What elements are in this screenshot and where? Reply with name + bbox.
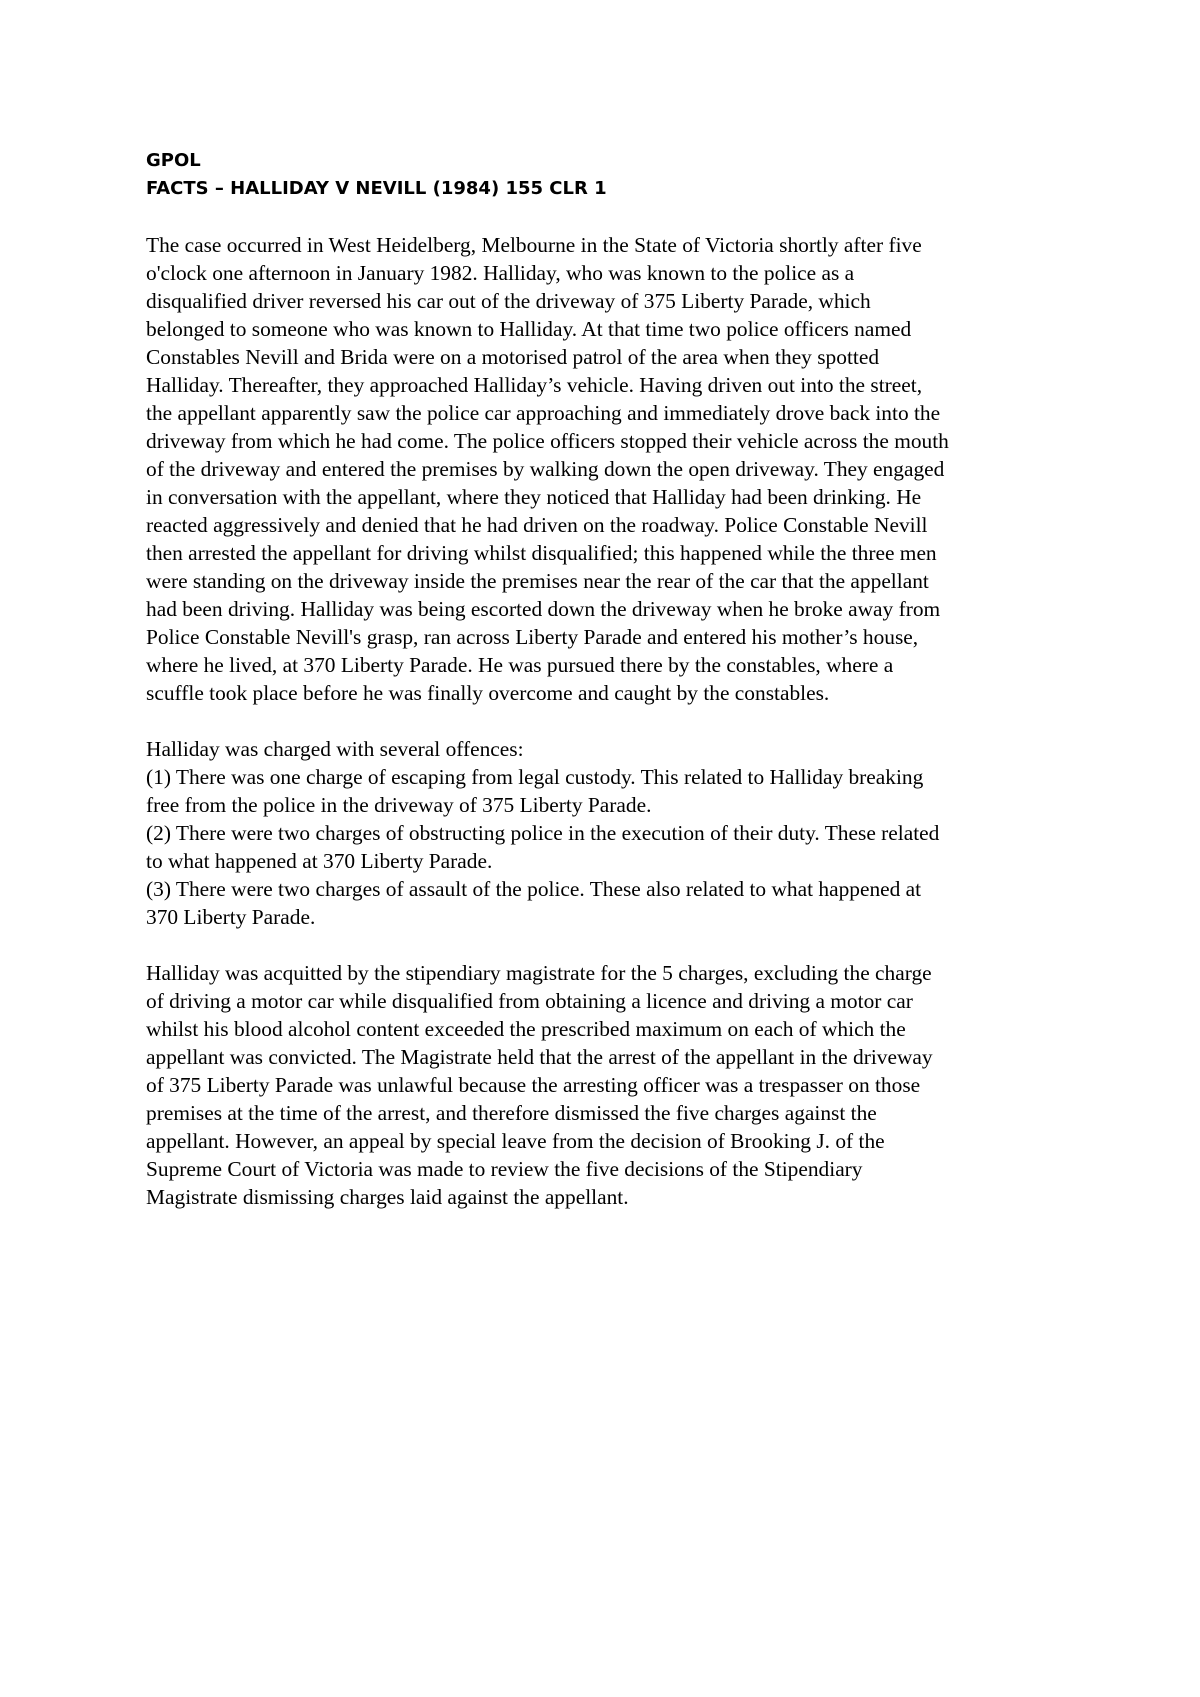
text-line: driveway from which he had come. The police officers stopped their vehicle across the mouth [146,429,949,453]
text-line: to what happened at 370 Liberty Parade. [146,849,493,873]
text-line: were standing on the driveway inside the premises near the rear of the car that the appellant [146,569,929,593]
text-line: premises at the time of the arrest, and therefore dismissed the five charges against the [146,1101,877,1125]
charges-section [146,735,1066,931]
document-content [146,147,1066,1211]
text-line: reacted aggressively and denied that he had driven on the roadway. Police Constable Nevill [146,513,928,537]
text-line: appellant was convicted. The Magistrate held that the arrest of the appellant in the driveway [146,1045,933,1069]
text-line: then arrested the appellant for driving whilst disqualified; this happened while the three men [146,541,937,565]
text-line: belonged to someone who was known to Halliday. At that time two police officers named [146,317,912,341]
text-line: had been driving. Halliday was being escorted down the driveway when he broke away from [146,597,941,621]
blank-line [146,707,1066,735]
text-line: Constables Nevill and Brida were on a motorised patrol of the area when they spotted [146,345,880,369]
text-line: where he lived, at 370 Liberty Parade. He was pursued there by the constables, where a [146,653,894,677]
text-line: Magistrate dismissing charges laid against the appellant. [146,1185,629,1209]
blank-line [146,931,1066,959]
text-line: of the driveway and entered the premises by walking down the open driveway. They engaged [146,457,945,481]
text-line: of driving a motor car while disqualified from obtaining a licence and driving a motor car [146,989,913,1013]
text-line: Police Constable Nevill's grasp, ran across Liberty Parade and entered his mother’s house, [146,625,919,649]
facts-paragraph [146,231,1066,707]
document-heading-course: GPOL [146,150,201,171]
charges-intro: Halliday was charged with several offences: [146,737,524,761]
text-line: in conversation with the appellant, where they noticed that Halliday had been drinking. He [146,485,922,509]
text-line: The case occurred in West Heidelberg, Melbourne in the State of Victoria shortly after five [146,233,922,257]
text-line: (2) There were two charges of obstructing police in the execution of their duty. These related [146,821,940,845]
text-line: whilst his blood alcohol content exceeded the prescribed maximum on each of which the [146,1017,906,1041]
text-line: Halliday. Thereafter, they approached Halliday’s vehicle. Having driven out into the street, [146,373,923,397]
charge-item-2 [146,819,1066,875]
blank-line [146,203,1066,231]
text-line: scuffle took place before he was finally overcome and caught by the constables. [146,681,830,705]
text-line: 370 Liberty Parade. [146,905,316,929]
charge-item-3 [146,875,1066,931]
text-line: Halliday was acquitted by the stipendiary magistrate for the 5 charges, excluding the charge [146,961,932,985]
text-line: (1) There was one charge of escaping from legal custody. This related to Halliday breaking [146,765,924,789]
document-heading-case: FACTS – HALLIDAY V NEVILL (1984) 155 CLR 1 [146,178,607,199]
text-line: free from the police in the driveway of 375 Liberty Parade. [146,793,652,817]
charge-item-1 [146,763,1066,819]
text-line: o'clock one afternoon in January 1982. Halliday, who was known to the police as a [146,261,855,285]
text-line: Supreme Court of Victoria was made to review the five decisions of the Stipendiary [146,1157,863,1181]
outcome-paragraph [146,959,1066,1211]
text-line: disqualified driver reversed his car out of the driveway of 375 Liberty Parade, which [146,289,871,313]
text-line: of 375 Liberty Parade was unlawful because the arresting officer was a trespasser on those [146,1073,921,1097]
text-line: appellant. However, an appeal by special leave from the decision of Brooking J. of the [146,1129,885,1153]
text-line: the appellant apparently saw the police car approaching and immediately drove back into the [146,401,941,425]
text-line: (3) There were two charges of assault of the police. These also related to what happened at [146,877,922,901]
